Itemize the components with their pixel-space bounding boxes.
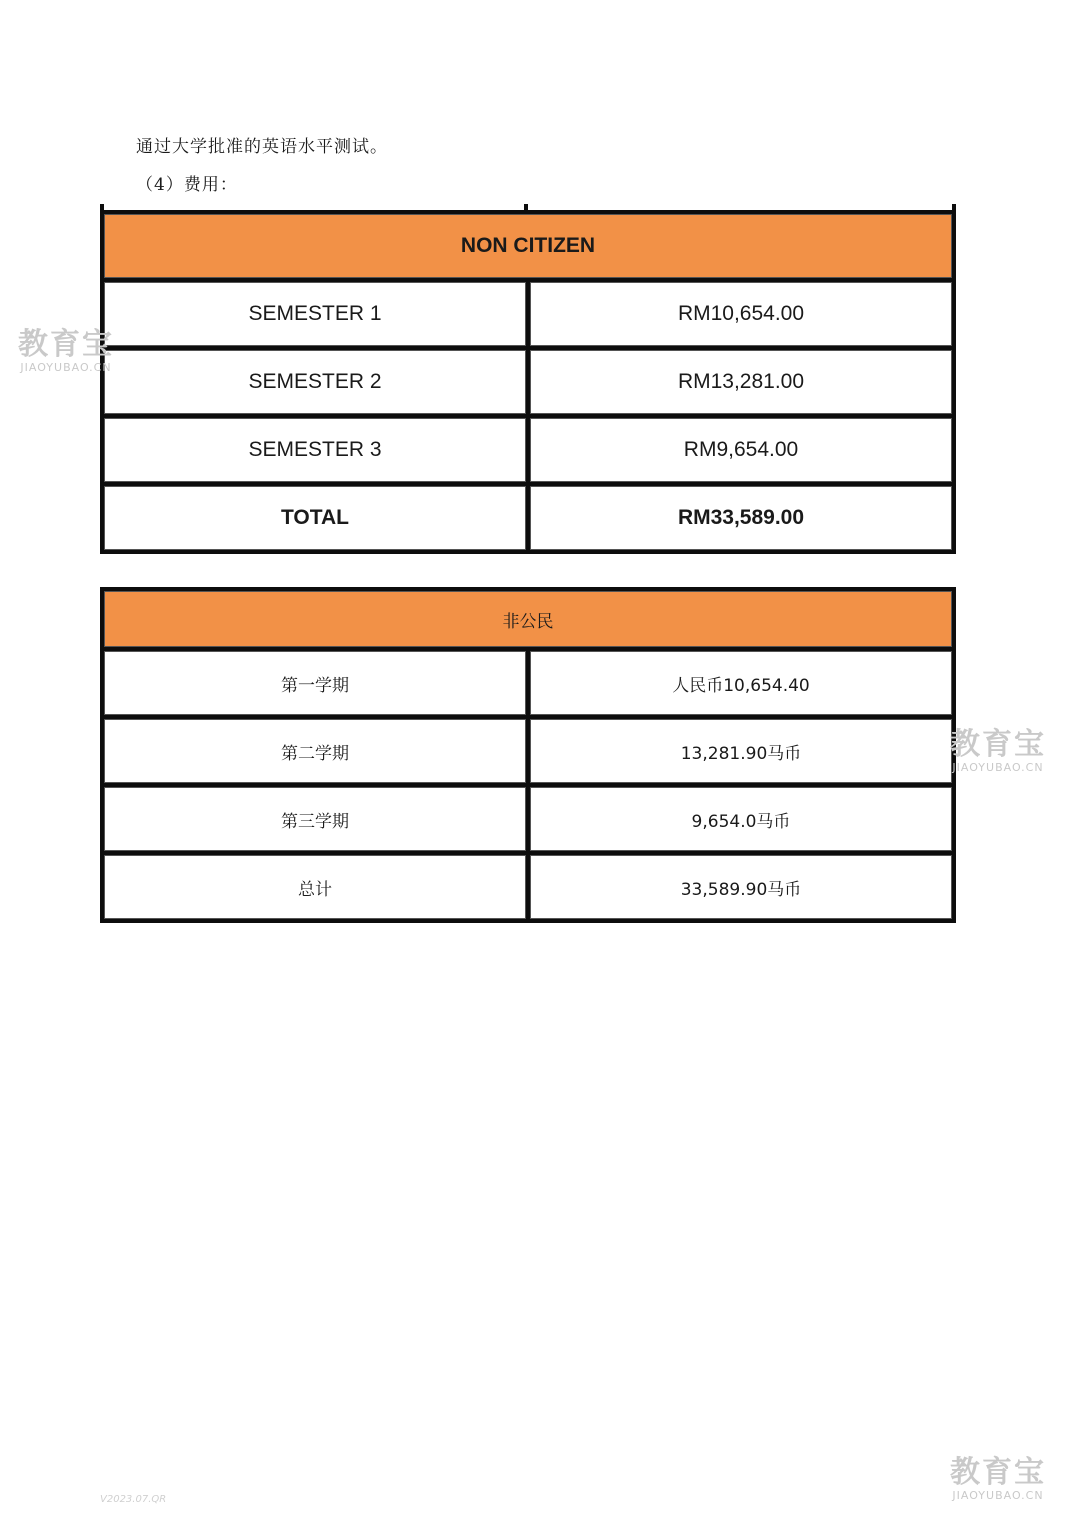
row-label: 第二学期 [102,717,528,785]
watermark-url: JIAOYUBAO.CN [952,1489,1044,1502]
row-value: 13,281.90马币 [528,717,954,785]
table-row [102,785,954,853]
total-value: 33,589.90马币 [528,853,954,921]
watermark-logo [950,1455,1046,1502]
watermark-text: 教育宝 [18,327,114,362]
non-citizen-fee-table [100,210,956,554]
row-value: RM9,654.00 [528,416,954,484]
row-value: RM10,654.00 [528,280,954,348]
table-row [102,717,954,785]
table-row [102,280,954,348]
table-total-row [102,484,954,552]
watermark-logo [18,327,114,374]
paragraph-fees-heading: （4）费用： [136,175,238,195]
non-citizen-fee-table-chinese [100,587,956,923]
total-label: TOTAL [102,484,528,552]
row-label: 第三学期 [102,785,528,853]
paragraph-english-test: 通过大学批准的英语水平测试。 [136,137,388,157]
total-value: RM33,589.00 [528,484,954,552]
table-row [102,348,954,416]
table-total-row [102,853,954,921]
row-value: 人民币10,654.40 [528,649,954,717]
table-header: 非公民 [102,589,954,649]
table-row [102,649,954,717]
table-header: NON CITIZEN [102,212,954,280]
row-label: 第一学期 [102,649,528,717]
total-label: 总计 [102,853,528,921]
row-label: SEMESTER 3 [102,416,528,484]
watermark-url: JIAOYUBAO.CN [20,361,112,374]
row-label: SEMESTER 2 [102,348,528,416]
watermark-text: 教育宝 [950,1455,1046,1490]
row-value: RM13,281.00 [528,348,954,416]
row-value: 9,654.0马币 [528,785,954,853]
footer-code: V2023.07.QR [100,1494,167,1505]
watermark-text: 教育宝 [950,727,1046,762]
table-row [102,416,954,484]
watermark-url: JIAOYUBAO.CN [952,761,1044,774]
watermark-logo [950,727,1046,774]
row-label: SEMESTER 1 [102,280,528,348]
